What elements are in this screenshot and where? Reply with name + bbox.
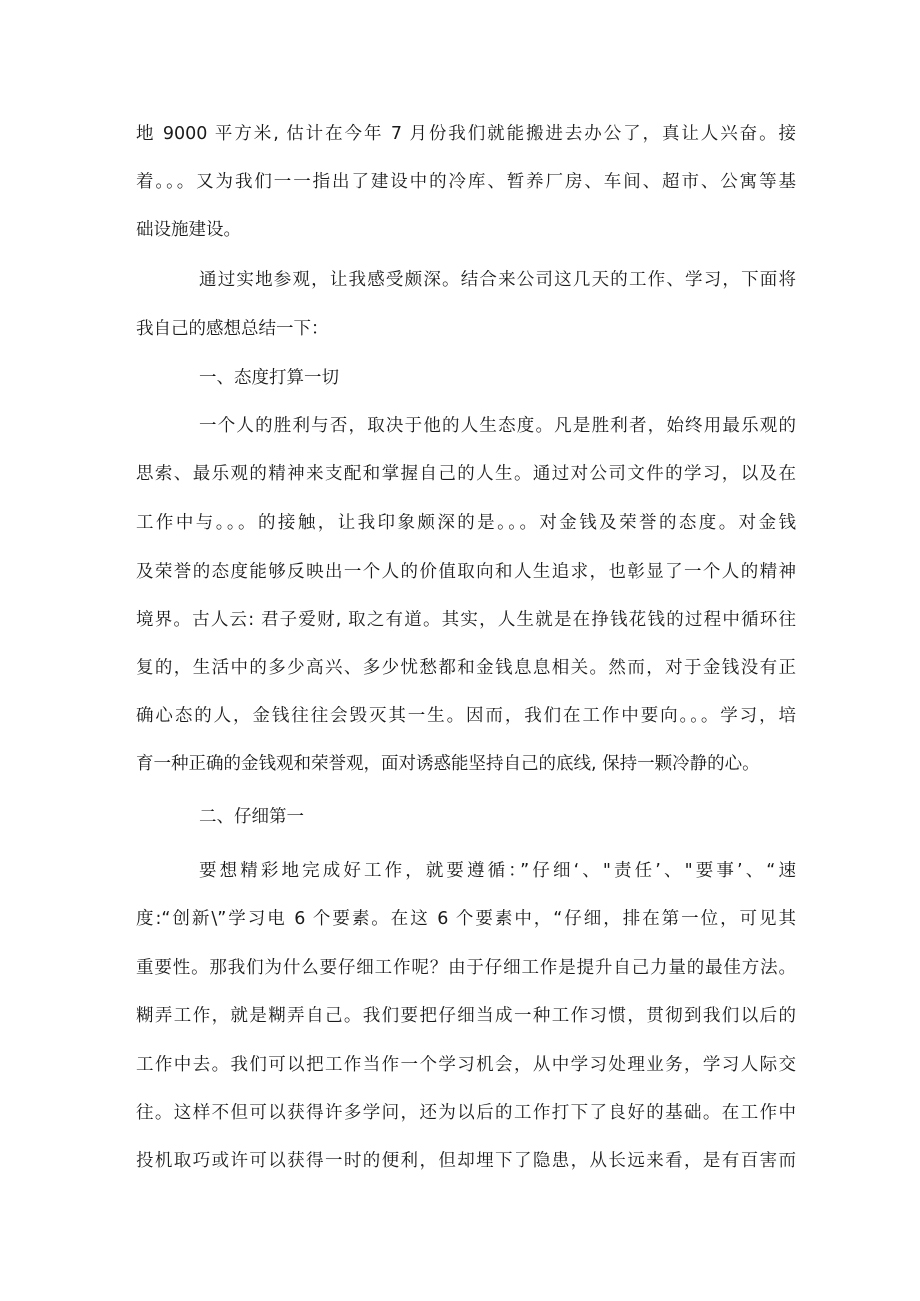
paragraph-line: 地 9000 平方米, 估计在今年 7 月份我们就能搬进去办公了，真让人兴奋。接: [136, 124, 796, 144]
paragraph-line: 思索、最乐观的精神来支配和掌握自己的人生。通过对公司文件的学习，以及在: [136, 464, 796, 484]
paragraph-line: 通过实地参观，让我感受颇深。结合来公司这几天的工作、学习，下面将: [199, 270, 796, 290]
paragraph-line: 及荣誉的态度能够反映出一个人的价值取向和人生追求，也彰显了一个人的精神: [136, 562, 796, 582]
paragraph-line: 础设施建设。: [136, 220, 241, 240]
paragraph-line: 育一种正确的金钱观和荣誉观，面对诱惑能坚持自己的底线, 保持一颗冷静的心。: [136, 754, 760, 774]
paragraph-line: 度:“创新\”学习电 6 个要素。在这 6 个要素中，“仔细，排在第一位，可见其: [136, 909, 796, 929]
paragraph-line: 要想精彩地完成好工作，就要遵循：”仔细‘、"责任’、"要事’、“速: [199, 861, 796, 881]
paragraph-line: 糊弄工作，就是糊弄自己。我们要把仔细当成一种工作习惯，贯彻到我们以后的: [136, 1006, 796, 1026]
paragraph-line: 着。。。又为我们一一指出了建设中的冷库、暂养厂房、车间、超市、公寓等基: [136, 172, 796, 192]
paragraph-line: 工作中与。。。的接触，让我印象颇深的是。。。对金钱及荣誉的态度。对金钱: [136, 513, 796, 533]
paragraph-line: 确心态的人，金钱往往会毁灭其一生。因而，我们在工作中要向。。。学习，培: [136, 706, 796, 726]
paragraph-line: 往。这样不但可以获得许多学问，还为以后的工作打下了良好的基础。在工作中: [136, 1103, 796, 1123]
paragraph-line: 一个人的胜利与否，取决于他的人生态度。凡是胜利者，始终用最乐观的: [199, 416, 796, 436]
section-heading: 二、仔细第一: [199, 807, 304, 827]
paragraph-line: 投机取巧或许可以获得一时的便利，但却埋下了隐患，从长远来看，是有百害而: [136, 1151, 796, 1171]
paragraph-line: 复的，生活中的多少高兴、多少忧愁都和金钱息息相关。然而，对于金钱没有正: [136, 658, 796, 678]
section-heading: 一、态度打算一切: [199, 368, 339, 388]
paragraph-line: 重要性。那我们为什么要仔细工作呢？由于仔细工作是提升自己力量的最佳方法。: [136, 958, 796, 978]
paragraph-line: 我自己的感想总结一下：: [136, 319, 329, 339]
paragraph-line: 境界。古人云: 君子爱财, 取之有道。其实，人生就是在挣钱花钱的过程中循环往: [136, 610, 796, 630]
paragraph-line: 工作中去。我们可以把工作当作一个学习机会，从中学习处理业务，学习人际交: [136, 1055, 796, 1075]
